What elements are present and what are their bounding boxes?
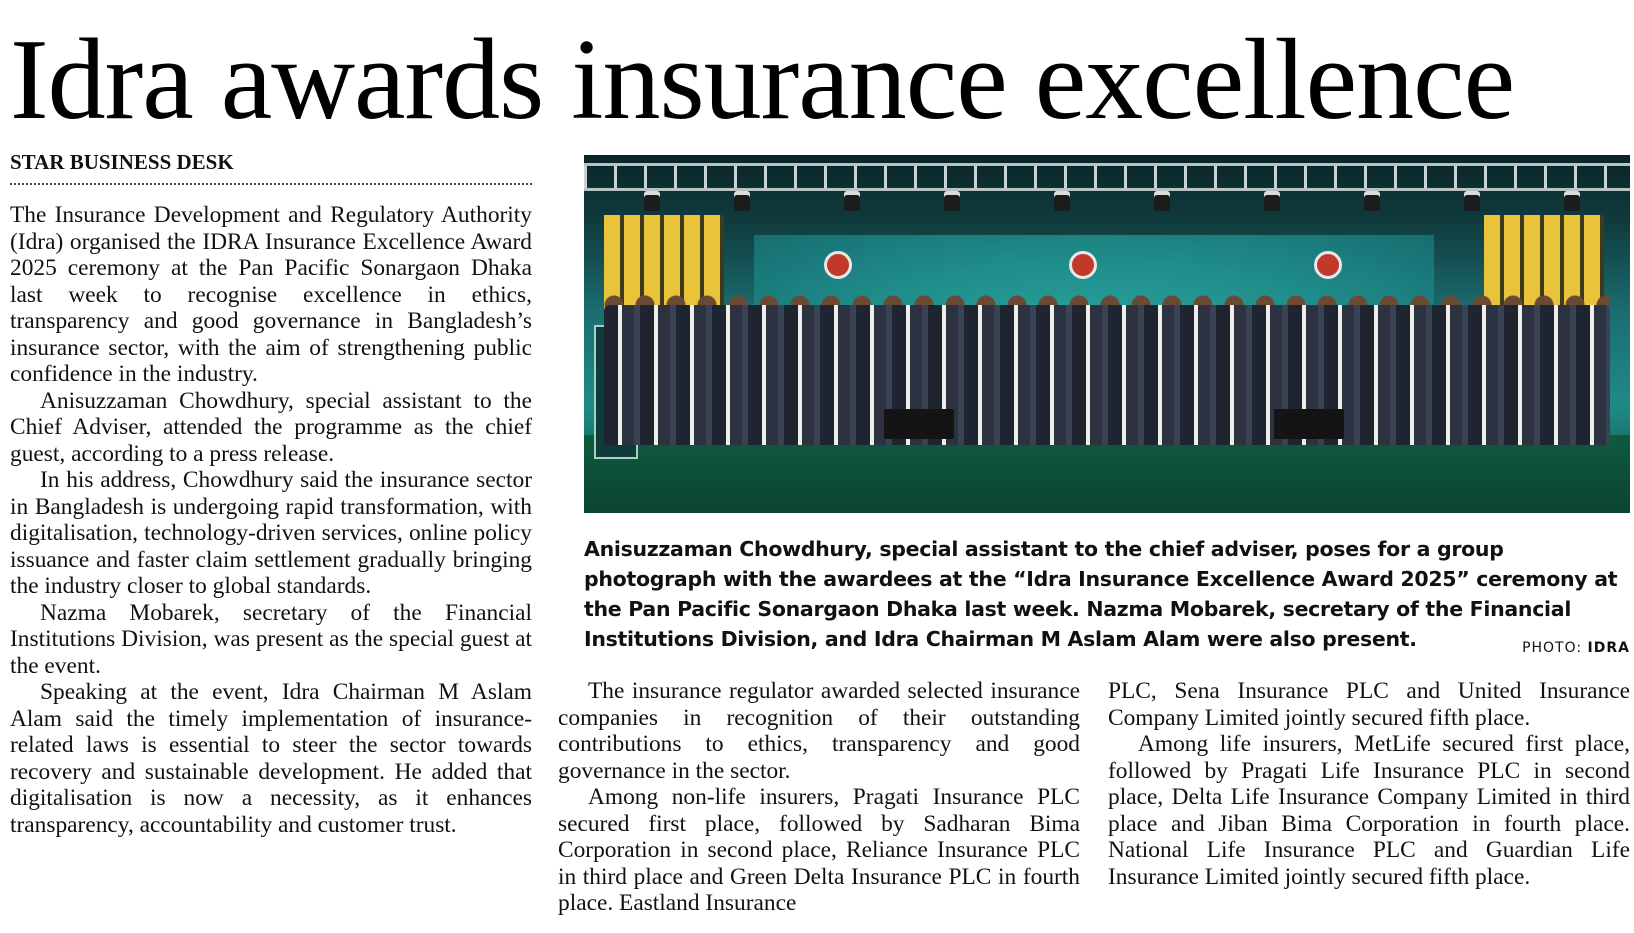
stage-light [844, 191, 860, 211]
article-column-1 [10, 202, 532, 838]
stage-light [1264, 191, 1280, 211]
paragraph: In his address, Chowdhury said the insurance sector in Bangladesh is undergoing rapid transformation, with digitalisation, technology-driven services, online policy issuance and faster claim settlement gradually bringing the industry closer to global standards. [10, 467, 532, 599]
photo-credit [1522, 640, 1630, 656]
stage-light [1364, 191, 1380, 211]
stage-monitor [884, 409, 954, 439]
photo-credit-label: PHOTO: [1522, 640, 1583, 656]
stage-light [944, 191, 960, 211]
stage-light [1564, 191, 1580, 211]
stage-light [644, 191, 660, 211]
paragraph: Speaking at the event, Idra Chairman M Aslam Alam said the timely implementation of insurance-related laws is essential to steer the sector towards recovery and sustainable development. He added that digitalisation is now a necessity, as it enhances transparency, accountability and customer trust. [10, 679, 532, 838]
byline: STAR BUSINESS DESK [10, 150, 532, 185]
paragraph: Anisuzzaman Chowdhury, special assistant to the Chief Adviser, attended the programme as the chief guest, according to a press release. [10, 387, 532, 467]
group-photo [584, 155, 1630, 513]
paragraph: The Insurance Development and Regulatory Authority (Idra) organised the IDRA Insurance Excellence Award 2025 ceremony at the Pan Pacific Sonargaon Dhaka last week to recognise excellence in ethics, transparency and good governance in Bangladesh’s insurance sector, with the aim of strengthening public confidence in the industry. [10, 202, 532, 387]
article-column-3 [1108, 678, 1630, 890]
paragraph: Nazma Mobarek, secretary of the Financial Institutions Division, was present as the special guest at the event. [10, 599, 532, 679]
photo-credit-source: IDRA [1587, 640, 1630, 656]
stage-floor [584, 435, 1630, 513]
stage-light [1054, 191, 1070, 211]
stage-light [734, 191, 750, 211]
paragraph: Among non-life insurers, Pragati Insurance PLC secured first place, followed by Sadharan Bima Corporation in second place, Reliance Insurance PLC in third place and Green Delta Insurance PLC in fourth place. Eastland Insurance [558, 784, 1080, 916]
paragraph: Among life insurers, MetLife secured first place, followed by Pragati Life Insurance PLC in second place, Delta Life Insurance Company Limited in third place and Jiban Bima Corporation in fourth place. National Life Insurance PLC and Guardian Life Insurance Limited jointly secured fifth place. [1108, 731, 1630, 890]
awardee-group [604, 305, 1610, 445]
stage-light [1154, 191, 1170, 211]
stage-light [1464, 191, 1480, 211]
lighting-truss [584, 163, 1630, 191]
stage-monitor [1274, 409, 1344, 439]
headline: Idra awards insurance excellence [10, 16, 1515, 144]
paragraph: PLC, Sena Insurance PLC and United Insurance Company Limited jointly secured fifth place. [1108, 678, 1630, 731]
photo-caption: Anisuzzaman Chowdhury, special assistant to the chief adviser, poses for a group photograph with the awardees at the “Idra Insurance Excellence Award 2025” ceremony at the Pan Pacific Sonargaon Dhaka last week. Nazma Mobarek, secretary of the Financial Institutions Division, and Idra Chairman M Aslam Alam were also present. [584, 537, 1618, 651]
paragraph: The insurance regulator awarded selected insurance companies in recognition of their outstanding contributions to ethics, transparency and good governance in the sector. [558, 678, 1080, 784]
article-column-2 [558, 678, 1080, 917]
